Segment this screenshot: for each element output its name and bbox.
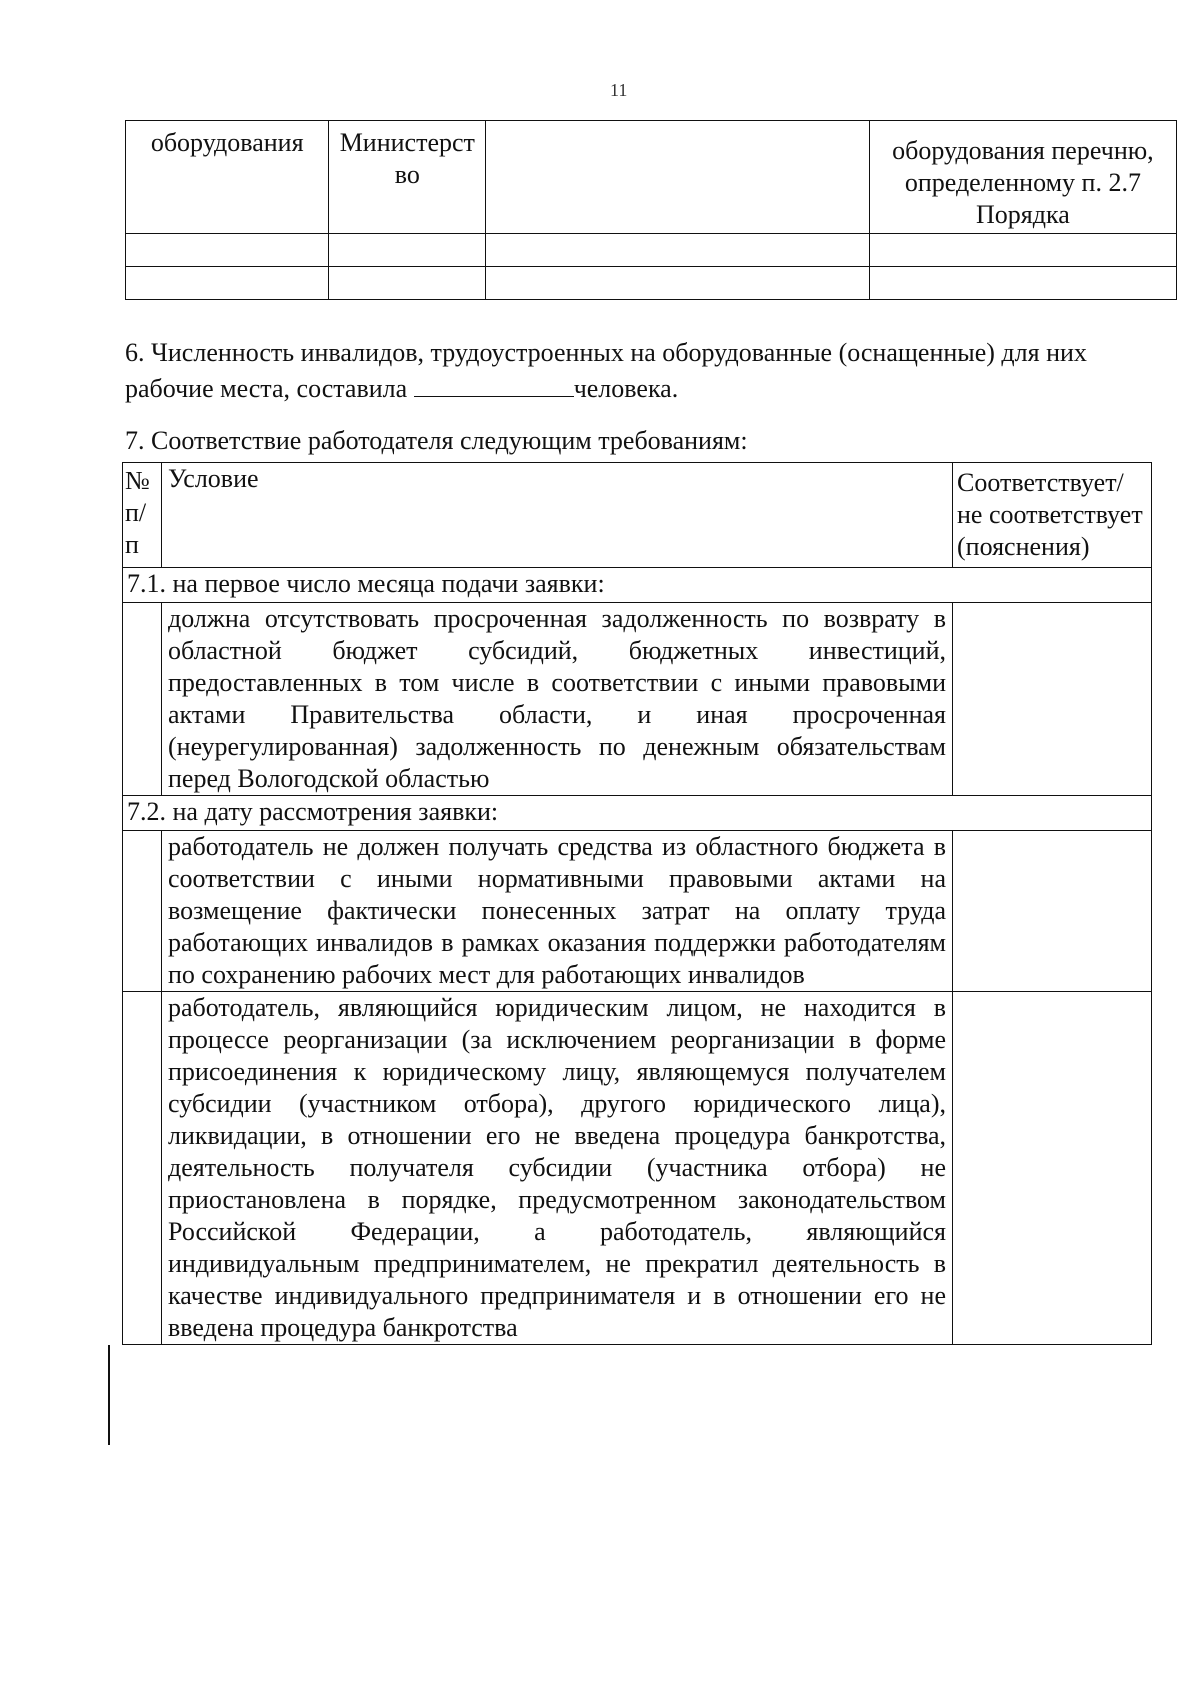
section-row-7-1 [123, 568, 1152, 603]
table-cell: оборудования [126, 121, 329, 234]
condition-text: должна отсутствовать просроченная задолженность по возврату в областной бюджет субсидий, бюджетных инвестиций, предоставленных в том числе в соответствии с иными правовыми актами Правительства области, и иная просроченная (неурегулированная) задолженность по денежным обязательствам перед Вологодской областью [162, 603, 953, 796]
paragraph-6-unit: человека. [573, 374, 679, 403]
paragraph-7: 7. Соответствие работодателя следующим требованиям: [125, 426, 748, 455]
table-cell [123, 831, 162, 992]
table-cell [123, 992, 162, 1345]
table-cell [486, 267, 870, 300]
table-cell [329, 234, 486, 267]
table-cell [486, 121, 870, 234]
table-cell [486, 234, 870, 267]
table-row [126, 234, 1177, 267]
header-status: Соответствует/ не соответствует (пояснения) [953, 463, 1152, 568]
requirements-table [122, 462, 1152, 1345]
page-number: 11 [610, 80, 628, 100]
table-cell: оборудования перечню, определенному п. 2.7 Порядка [869, 121, 1176, 234]
table-header-row [123, 463, 1152, 568]
table-cell [126, 234, 329, 267]
condition-text: работодатель не должен получать средства из областного бюджета в соответствии с иными нормативными правовыми актами на возмещение фактически понесенных затрат на оплату труда работающих инвалидов в рамках оказания поддержки работодателям по сохранению рабочих мест для работающих инвалидов [162, 831, 953, 992]
section-title: 7.2. на дату рассмотрения заявки: [123, 796, 1152, 831]
table-cell [869, 267, 1176, 300]
condition-text: работодатель, являющийся юридическим лицом, не находится в процессе реорганизации (за исключением реорганизации в форме присоединения к юридическому лицу, являющемуся получателем субсидии (участником отбора), другого юридического лица), ликвидации, в отношении его не введена процедура банкротства, деятельность получателя субсидии (участника отбора) не приостановлена в порядке, предусмотренном законодательством Российской Федерации, а работодатель, являющийся индивидуальным предпринимателем, не прекратил деятельность в качестве индивидуального предпринимателя и в отношении его не введена процедура банкротства [162, 992, 953, 1345]
table-row [123, 603, 1152, 796]
table-row [123, 831, 1152, 992]
fill-in-blank[interactable] [414, 372, 574, 397]
equipment-table [125, 120, 1177, 300]
section-title: 7.1. на первое число месяца подачи заявки: [123, 568, 1152, 603]
paragraph-6-text: 6. Численность инвалидов, трудоустроенных на оборудованные (оснащенные) для них рабочие места, составила [125, 338, 1087, 403]
status-cell[interactable] [953, 831, 1152, 992]
table-cell [123, 603, 162, 796]
table-row [123, 992, 1152, 1345]
section-row-7-2 [123, 796, 1152, 831]
header-condition: Условие [162, 463, 953, 568]
paragraph-6 [125, 335, 1145, 407]
table-row [126, 267, 1177, 300]
status-cell[interactable] [953, 992, 1152, 1345]
table-row [126, 121, 1177, 234]
header-num: № п/п [123, 463, 162, 568]
table-cell [869, 234, 1176, 267]
table-cell [126, 267, 329, 300]
status-cell[interactable] [953, 603, 1152, 796]
margin-line [108, 1345, 110, 1445]
table-cell: Министерст во [329, 121, 486, 234]
table-cell [329, 267, 486, 300]
